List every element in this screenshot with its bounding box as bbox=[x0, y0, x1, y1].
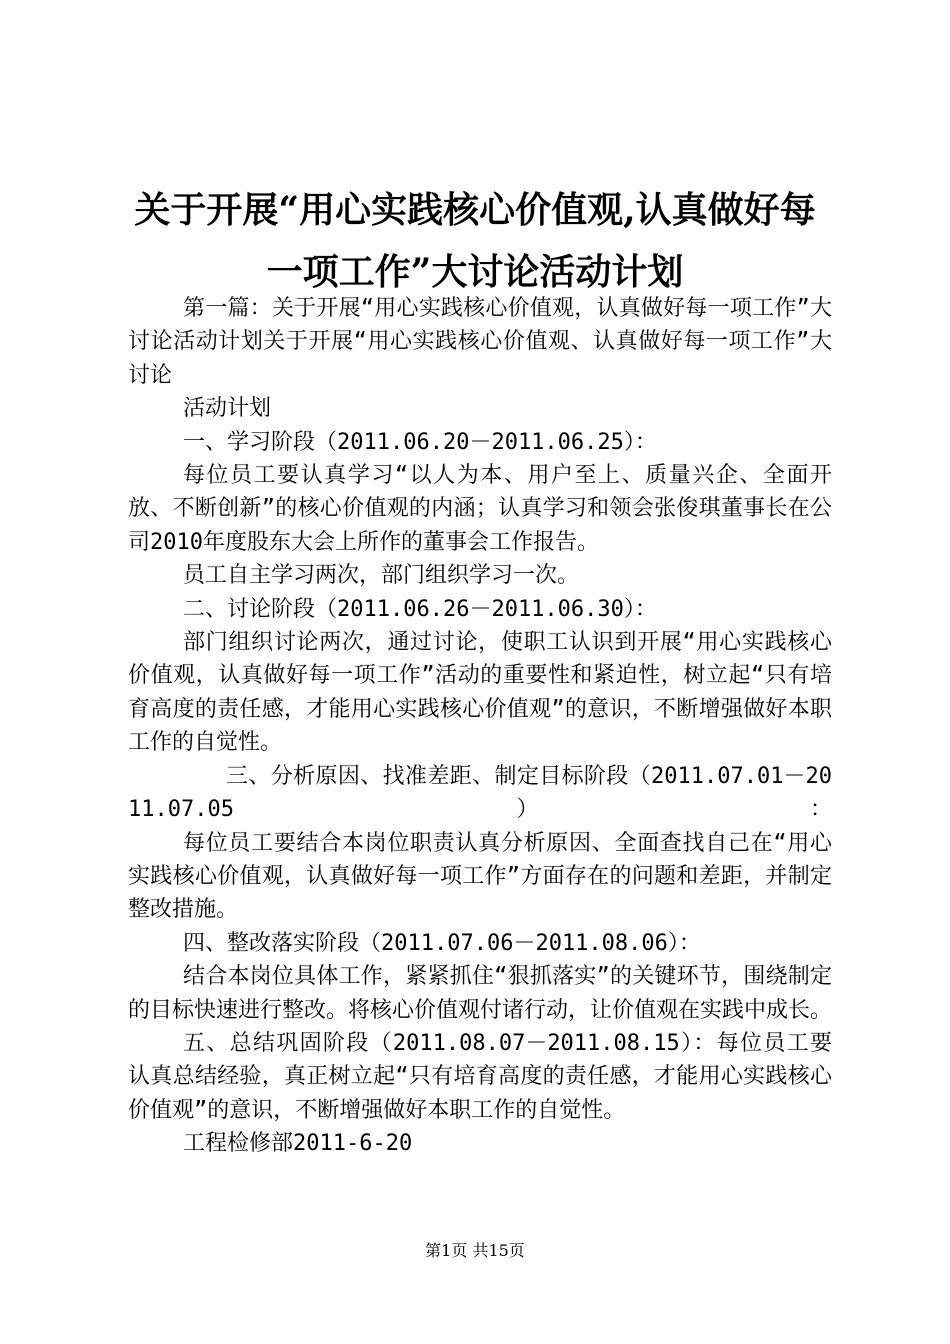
section-heading-discussion: 二、讨论阶段（2011.06.26－2011.06.30）： bbox=[183, 596, 657, 622]
paragraph-study-frequency: 员工自主学习两次，部门组织学习一次。 bbox=[183, 563, 580, 589]
document-title-line-1: 关于开展“用心实践核心价值观,认真做好每 bbox=[134, 189, 816, 231]
page-footer: 第1页 共15页 bbox=[425, 1241, 525, 1260]
section-heading-study: 一、学习阶段（2011.06.20－2011.06.25）： bbox=[183, 429, 657, 455]
paragraph-summary-stage: 五、总结巩固阶段（2011.08.07－2011.08.15）：每位员工要认真总结经验，真正树立起“只有培育高度的责任感，才能用心实践核心价值观”的意识，不断增强做好本职工作的自觉性。 bbox=[128, 1030, 832, 1123]
section-heading-rectification: 四、整改落实阶段（2011.07.06－2011.08.06）： bbox=[183, 930, 701, 956]
paragraph-analysis-content: 每位员工要结合本岗位职责认真分析原因、全面查找自己在“用心实践核心价值观，认真做好每一项工作”方面存在的问题和差距，并制定整改措施。 bbox=[128, 830, 832, 923]
section-heading-analysis: 三、分析原因、找准差距、制定目标阶段（2011.07.01－2011.07.05）： bbox=[128, 763, 832, 823]
paragraph-plan-label: 活动计划 bbox=[183, 396, 272, 422]
document-body bbox=[128, 292, 832, 1161]
paragraph-discussion-content: 部门组织讨论两次，通过讨论，使职工认识到开展“用心实践核心价值观，认真做好每一项工作”活动的重要性和紧迫性，树立起“只有培育高度的责任感，才能用心实践核心价值观”的意识，不断增强做好本职工作的自觉性。 bbox=[128, 630, 832, 756]
paragraph-signature: 工程检修部2011-6-20 bbox=[183, 1131, 413, 1157]
document-title-line-2: 一项工作”大讨论活动计划 bbox=[266, 251, 684, 293]
paragraph-intro: 第一篇：关于开展“用心实践核心价值观，认真做好每一项工作”大讨论活动计划关于开展“用心实践核心价值观、认真做好每一项工作”大讨论 bbox=[128, 296, 832, 388]
paragraph-rectification-content: 结合本岗位具体工作，紧紧抓住“狠抓落实”的关键环节，围绕制定的目标快速进行整改。将核心价值观付诸行动，让价值观在实践中成长。 bbox=[128, 964, 833, 1023]
paragraph-study-content: 每位员工要认真学习“以人为本、用户至上、质量兴企、全面开放、不断创新”的核心价值观的内涵；认真学习和领会张俊琪董事长在公司2010年度股东大会上所作的董事会工作报告。 bbox=[128, 463, 832, 555]
